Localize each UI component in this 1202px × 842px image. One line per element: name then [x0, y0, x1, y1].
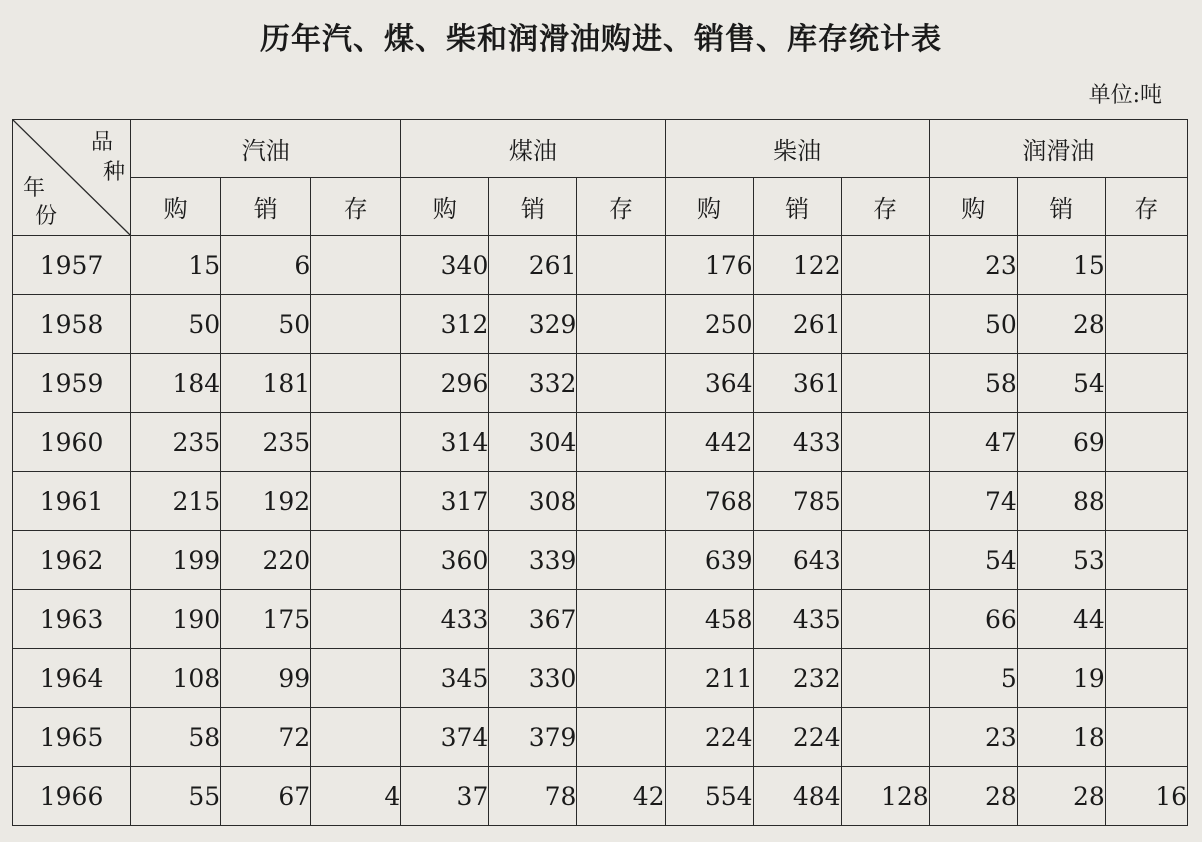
- group-header-diesel: 柴油: [665, 120, 929, 178]
- sub-header-sales: 销: [1017, 178, 1105, 236]
- value-cell: 261: [489, 236, 577, 295]
- value-cell: 785: [753, 472, 841, 531]
- value-cell: 108: [131, 649, 221, 708]
- table-row: [13, 649, 1188, 708]
- corner-label-pin: 品: [91, 130, 114, 155]
- year-cell: 1960: [13, 413, 131, 472]
- value-cell: 6: [221, 236, 311, 295]
- group-header-gasoline: 汽油: [131, 120, 401, 178]
- value-cell: 15: [131, 236, 221, 295]
- value-cell: [311, 236, 401, 295]
- year-cell: 1966: [13, 767, 131, 826]
- year-cell: 1961: [13, 472, 131, 531]
- value-cell: 329: [489, 295, 577, 354]
- year-cell: 1959: [13, 354, 131, 413]
- sub-header-purchase: 购: [929, 178, 1017, 236]
- value-cell: 768: [665, 472, 753, 531]
- value-cell: 435: [753, 590, 841, 649]
- value-cell: [1105, 590, 1187, 649]
- value-cell: 317: [401, 472, 489, 531]
- value-cell: [311, 295, 401, 354]
- value-cell: 312: [401, 295, 489, 354]
- sub-header-sales: 销: [489, 178, 577, 236]
- value-cell: [1105, 708, 1187, 767]
- table-row: [13, 236, 1188, 295]
- value-cell: 128: [841, 767, 929, 826]
- value-cell: 74: [929, 472, 1017, 531]
- sub-header-sales: 销: [753, 178, 841, 236]
- value-cell: 176: [665, 236, 753, 295]
- value-cell: 235: [131, 413, 221, 472]
- value-cell: 78: [489, 767, 577, 826]
- table-row: [13, 413, 1188, 472]
- value-cell: 235: [221, 413, 311, 472]
- value-cell: [1105, 413, 1187, 472]
- value-cell: 360: [401, 531, 489, 590]
- value-cell: [577, 472, 665, 531]
- value-cell: 50: [221, 295, 311, 354]
- table-body: [13, 236, 1188, 826]
- value-cell: 364: [665, 354, 753, 413]
- value-cell: 345: [401, 649, 489, 708]
- value-cell: 643: [753, 531, 841, 590]
- year-cell: 1962: [13, 531, 131, 590]
- sub-header-stock: 存: [1105, 178, 1187, 236]
- value-cell: [1105, 472, 1187, 531]
- statistics-table: [12, 119, 1188, 826]
- value-cell: [841, 649, 929, 708]
- value-cell: 224: [753, 708, 841, 767]
- value-cell: [841, 354, 929, 413]
- value-cell: [1105, 649, 1187, 708]
- value-cell: 28: [1017, 295, 1105, 354]
- table-row: [13, 708, 1188, 767]
- value-cell: 18: [1017, 708, 1105, 767]
- value-cell: 232: [753, 649, 841, 708]
- value-cell: [311, 472, 401, 531]
- value-cell: 308: [489, 472, 577, 531]
- value-cell: 50: [131, 295, 221, 354]
- value-cell: 54: [929, 531, 1017, 590]
- corner-label-zhong: 种: [103, 160, 126, 185]
- value-cell: 339: [489, 531, 577, 590]
- value-cell: [841, 708, 929, 767]
- value-cell: 28: [1017, 767, 1105, 826]
- value-cell: 15: [1017, 236, 1105, 295]
- unit-label: 单位:吨: [1088, 83, 1162, 108]
- value-cell: 58: [131, 708, 221, 767]
- value-cell: 99: [221, 649, 311, 708]
- year-cell: 1965: [13, 708, 131, 767]
- year-cell: 1958: [13, 295, 131, 354]
- value-cell: 42: [577, 767, 665, 826]
- value-cell: 314: [401, 413, 489, 472]
- value-cell: 69: [1017, 413, 1105, 472]
- value-cell: [577, 590, 665, 649]
- value-cell: 23: [929, 236, 1017, 295]
- value-cell: 554: [665, 767, 753, 826]
- value-cell: [311, 354, 401, 413]
- value-cell: 484: [753, 767, 841, 826]
- value-cell: [311, 708, 401, 767]
- value-cell: [577, 413, 665, 472]
- value-cell: 190: [131, 590, 221, 649]
- group-header-kerosene: 煤油: [401, 120, 665, 178]
- value-cell: 367: [489, 590, 577, 649]
- table-row: [13, 531, 1188, 590]
- value-cell: [841, 413, 929, 472]
- value-cell: 4: [311, 767, 401, 826]
- value-cell: 639: [665, 531, 753, 590]
- value-cell: [311, 531, 401, 590]
- value-cell: 28: [929, 767, 1017, 826]
- value-cell: [577, 295, 665, 354]
- value-cell: 122: [753, 236, 841, 295]
- value-cell: 192: [221, 472, 311, 531]
- value-cell: [577, 708, 665, 767]
- value-cell: 211: [665, 649, 753, 708]
- value-cell: 374: [401, 708, 489, 767]
- value-cell: 184: [131, 354, 221, 413]
- table-row: [13, 767, 1188, 826]
- page-title: 历年汽、煤、柴和润滑油购进、销售、库存统计表: [260, 22, 942, 57]
- value-cell: 44: [1017, 590, 1105, 649]
- year-cell: 1957: [13, 236, 131, 295]
- value-cell: 23: [929, 708, 1017, 767]
- value-cell: 340: [401, 236, 489, 295]
- sub-header-stock: 存: [577, 178, 665, 236]
- corner-label-nian: 年: [23, 176, 46, 201]
- year-cell: 1963: [13, 590, 131, 649]
- value-cell: 53: [1017, 531, 1105, 590]
- value-cell: 361: [753, 354, 841, 413]
- value-cell: 72: [221, 708, 311, 767]
- sub-header-purchase: 购: [401, 178, 489, 236]
- value-cell: [311, 590, 401, 649]
- sub-header-sales: 销: [221, 178, 311, 236]
- value-cell: 175: [221, 590, 311, 649]
- value-cell: [1105, 531, 1187, 590]
- value-cell: 67: [221, 767, 311, 826]
- value-cell: [311, 649, 401, 708]
- value-cell: 433: [401, 590, 489, 649]
- value-cell: [841, 472, 929, 531]
- year-cell: 1964: [13, 649, 131, 708]
- value-cell: [311, 413, 401, 472]
- group-header-lubricant: 润滑油: [929, 120, 1187, 178]
- value-cell: 5: [929, 649, 1017, 708]
- sub-header-purchase: 购: [665, 178, 753, 236]
- value-cell: [577, 236, 665, 295]
- value-cell: [577, 649, 665, 708]
- value-cell: [1105, 354, 1187, 413]
- value-cell: 458: [665, 590, 753, 649]
- value-cell: 442: [665, 413, 753, 472]
- value-cell: [577, 354, 665, 413]
- value-cell: 37: [401, 767, 489, 826]
- sub-header-stock: 存: [841, 178, 929, 236]
- value-cell: [841, 295, 929, 354]
- table-row: [13, 354, 1188, 413]
- value-cell: 261: [753, 295, 841, 354]
- value-cell: 330: [489, 649, 577, 708]
- value-cell: 199: [131, 531, 221, 590]
- value-cell: 332: [489, 354, 577, 413]
- value-cell: [1105, 236, 1187, 295]
- table-row: [13, 295, 1188, 354]
- corner-header-cell: [13, 120, 131, 236]
- value-cell: 47: [929, 413, 1017, 472]
- sub-header-stock: 存: [311, 178, 401, 236]
- value-cell: 250: [665, 295, 753, 354]
- value-cell: 55: [131, 767, 221, 826]
- corner-label-fen: 份: [35, 204, 58, 229]
- value-cell: 19: [1017, 649, 1105, 708]
- value-cell: 296: [401, 354, 489, 413]
- value-cell: 215: [131, 472, 221, 531]
- value-cell: 304: [489, 413, 577, 472]
- value-cell: 433: [753, 413, 841, 472]
- value-cell: [841, 531, 929, 590]
- value-cell: 66: [929, 590, 1017, 649]
- value-cell: 58: [929, 354, 1017, 413]
- value-cell: 181: [221, 354, 311, 413]
- value-cell: 88: [1017, 472, 1105, 531]
- sub-header-purchase: 购: [131, 178, 221, 236]
- table-row: [13, 590, 1188, 649]
- value-cell: 16: [1105, 767, 1187, 826]
- value-cell: 220: [221, 531, 311, 590]
- value-cell: [841, 236, 929, 295]
- value-cell: 224: [665, 708, 753, 767]
- value-cell: 50: [929, 295, 1017, 354]
- value-cell: [841, 590, 929, 649]
- value-cell: [1105, 295, 1187, 354]
- table-row: [13, 472, 1188, 531]
- value-cell: [577, 531, 665, 590]
- value-cell: 379: [489, 708, 577, 767]
- value-cell: 54: [1017, 354, 1105, 413]
